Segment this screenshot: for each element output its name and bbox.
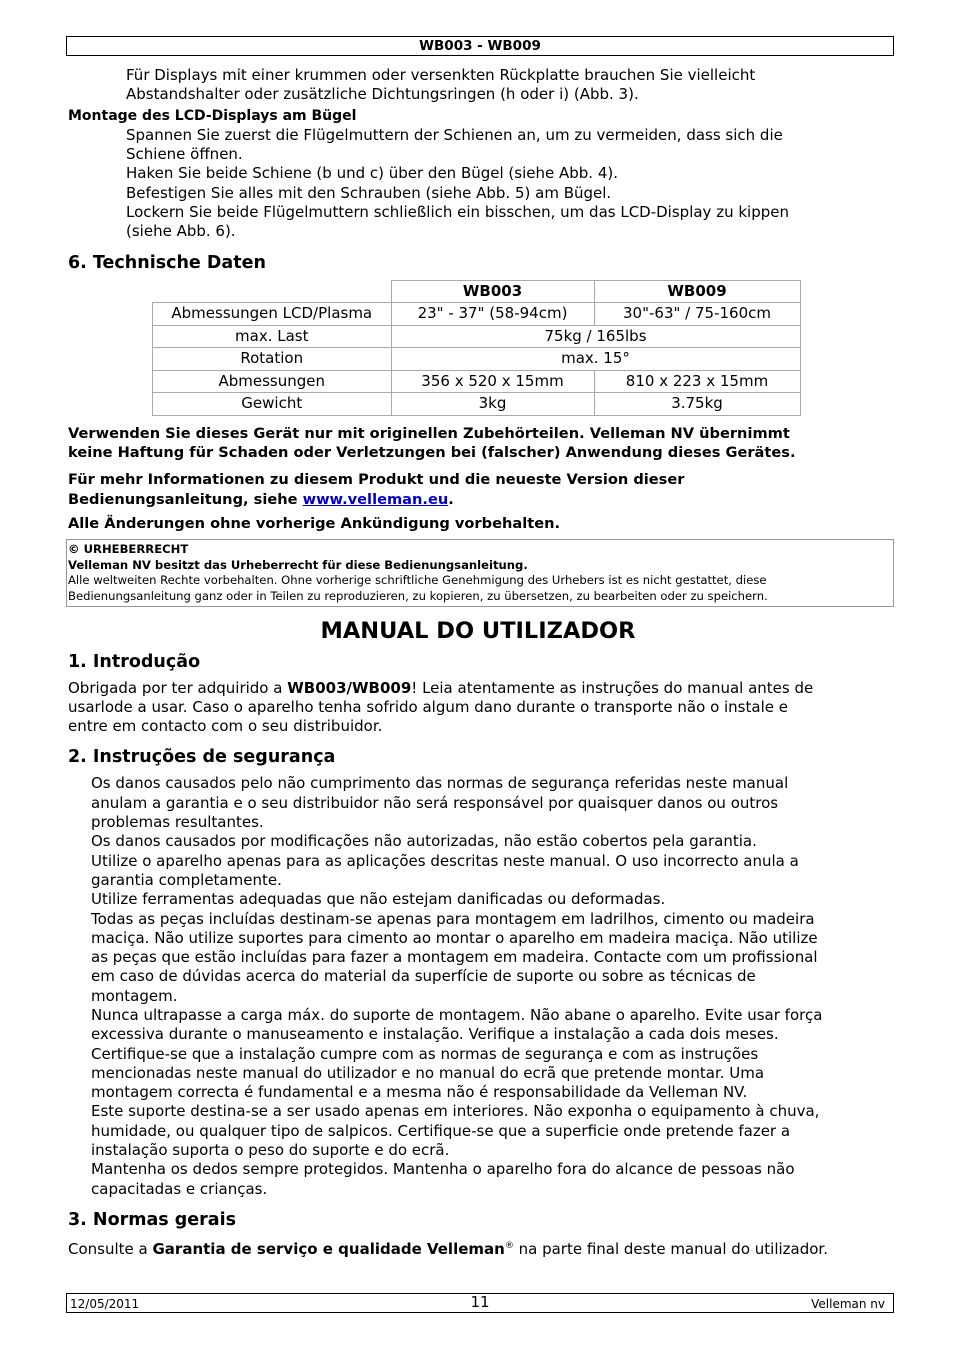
text-line [68, 679, 888, 698]
page-footer [66, 1293, 894, 1313]
safety-instructions [91, 774, 888, 1199]
row-label: Rotation [153, 348, 392, 371]
text-line: usarlode a usar. Caso o aparelho tenha sofrido algum dano durante o transporte não o instale e [68, 697, 788, 716]
text-line: Certifique-se que a instalação cumpre com as normas de segurança e com as instruções [91, 1044, 759, 1063]
mount-heading: Montage des LCD-Displays am Bügel [68, 107, 357, 124]
page-content [68, 66, 888, 1259]
text-line: Haken Sie beide Schiene (b und c) über den Bügel (siehe Abb. 4). [126, 164, 619, 183]
warranty-reference: Garantia de serviço e qualidade Velleman [152, 1239, 505, 1258]
text-span: na parte final deste manual do utilizador. [513, 1239, 828, 1258]
table-row [153, 303, 801, 326]
cell-wb003: 23" - 37" (58-94cm) [391, 303, 594, 326]
text-line: montagem. [91, 986, 178, 1005]
table-row [153, 348, 801, 371]
row-label: max. Last [153, 325, 392, 348]
row-label: Gewicht [153, 393, 392, 416]
text-line: Utilize o aparelho apenas para as aplicações descritas neste manual. O uso incorrecto anula a [91, 851, 799, 870]
table-header-wb009: WB009 [594, 280, 800, 303]
text-line: mencionadas neste manual do utilizador e no manual do ecrã que pretende montar. Uma [91, 1063, 765, 1082]
table-header-row [153, 280, 801, 303]
product-name: WB003/WB009 [287, 678, 412, 697]
spec-table [152, 280, 801, 416]
text-line: Schiene öffnen. [126, 145, 243, 164]
text-line: maciça. Não utilize suportes para cimento ao montar o aparelho em madeira maciça. Não utilize [91, 928, 818, 947]
info-note [68, 470, 888, 509]
text-line: Nunca ultrapasse a carga máx. do suporte de montagem. Não abane o aparelho. Evite usar força [91, 1005, 823, 1024]
text-line: entre em contacto com o seu distribuidor. [68, 717, 383, 736]
cell-merged: max. 15° [391, 348, 800, 371]
registered-mark: ® [504, 1240, 514, 1251]
cell-wb009: 3.75kg [594, 393, 800, 416]
text-line: instalação suporta o peso do suporte e do ecrã. [91, 1141, 450, 1160]
text-line: Este suporte destina-se a ser usado apenas em interiores. Não exponha o equipamento à chuva, [91, 1102, 820, 1121]
text-line: Abstandshalter oder zusätzliche Dichtungsringen (h oder i) (Abb. 3). [126, 85, 639, 104]
spacer-paragraph [126, 66, 888, 105]
text-line: Für mehr Informationen zu diesem Produkt und die neueste Version dieser [68, 471, 685, 489]
text-line: em caso de dúvidas acerca do material da superfície de suporte ou sobre as técnicas de [91, 967, 756, 986]
cell-wb003: 356 x 520 x 15mm [391, 370, 594, 393]
intro-heading: 1. Introdução [68, 651, 201, 672]
tech-data-heading: 6. Technische Daten [68, 252, 266, 273]
text-line: montagem correcta é fundamental e a mesma não é responsabilidade da Velleman NV. [91, 1083, 748, 1102]
text-line: Os danos causados por modificações não autorizadas, não estão cobertos pela garantia. [91, 832, 757, 851]
text-span: Obrigada por ter adquirido a [68, 678, 288, 697]
text-line: humidade, ou qualquer tipo de salpicos. Certifique-se que a superficie onde pretende fazer a [91, 1121, 791, 1140]
copyright-owner: Velleman NV besitzt das Urheberrecht für diese Bedienungsanleitung. [68, 557, 528, 572]
mount-instructions [126, 126, 888, 242]
text-line: Lockern Sie beide Flügelmuttern schließlich ein bisschen, um das LCD-Display zu kippen [126, 203, 789, 222]
table-row [153, 393, 801, 416]
text-line: (siehe Abb. 6). [126, 222, 236, 241]
table-header-wb003: WB003 [391, 280, 594, 303]
copyright-text: Alle weltweiten Rechte vorbehalten. Ohne vorherige schriftliche Genehmigung des Urhebers ist es nicht gestattet, diese [68, 573, 767, 588]
cell-wb003: 3kg [391, 393, 594, 416]
text-line: as peças que estão incluídas para fazer a montagem em madeira. Contacte com um profissional [91, 948, 818, 967]
text-line: problemas resultantes. [91, 813, 264, 832]
text-line: Befestigen Sie alles mit den Schrauben (siehe Abb. 5) am Bügel. [126, 183, 612, 202]
velleman-website-link[interactable]: www.velleman.eu [302, 490, 449, 508]
text-line: anulam a garantia e o seu distribuidor não será responsável por quaisquer danos ou outros [91, 793, 779, 812]
footer-date: 12/05/2011 [70, 1297, 140, 1311]
table-row [153, 325, 801, 348]
text-line: capacitadas e crianças. [91, 1179, 268, 1198]
text-line: Spannen Sie zuerst die Flügelmuttern der Schienen an, um zu vermeiden, dass sich die [126, 125, 783, 144]
page-number: 11 [470, 1293, 490, 1311]
manual-title: MANUAL DO UTILIZADOR [320, 617, 636, 644]
text-span: ! Leia atentamente as instruções do manual antes de [411, 678, 814, 697]
text-line: excessiva durante o manuseamento e instalação. Verifique a instalação a cada dois meses. [91, 1025, 779, 1044]
text-line: Os danos causados pelo não cumprimento das normas de segurança referidas neste manual [91, 774, 789, 793]
text-line: Verwenden Sie dieses Gerät nur mit originellen Zubehörteilen. Velleman NV übernimmt [68, 424, 790, 442]
text-line: Für Displays mit einer krummen oder versenkten Rückplatte brauchen Sie vielleicht [126, 66, 756, 84]
footer-company: Velleman nv [811, 1297, 885, 1311]
text-line: keine Haftung für Schaden oder Verletzungen bei (falscher) Anwendung dieses Gerätes. [68, 443, 796, 461]
row-label: Abmessungen LCD/Plasma [153, 303, 392, 326]
header-title: WB003 - WB009 [419, 38, 541, 54]
text-line [68, 490, 888, 509]
norms-heading: 3. Normas gerais [68, 1209, 237, 1230]
cell-wb009: 810 x 223 x 15mm [594, 370, 800, 393]
table-row [153, 370, 801, 393]
text-span: Consulte a [68, 1239, 153, 1258]
copyright-text: Bedienungsanleitung ganz oder in Teilen zu reproduzieren, zu kopieren, zu übersetzen, zu bearbeiten oder zu speichern. [68, 588, 768, 603]
cell-merged: 75kg / 165lbs [391, 325, 800, 348]
text-span: Bedienungsanleitung, siehe [68, 490, 303, 508]
change-note: Alle Änderungen ohne vorherige Ankündigung vorbehalten. [68, 514, 561, 532]
accessory-note [68, 424, 888, 463]
row-label: Abmessungen [153, 370, 392, 393]
intro-paragraph [68, 679, 888, 737]
copyright-box [66, 539, 894, 606]
text-line: Utilize ferramentas adequadas que não estejam danificadas ou deformadas. [91, 890, 666, 909]
norms-paragraph [68, 1237, 888, 1259]
text-line: Mantenha os dedos sempre protegidos. Mantenha o aparelho fora do alcance de pessoas não [91, 1160, 795, 1179]
cell-wb009: 30"-63" / 75-160cm [594, 303, 800, 326]
page-header [66, 36, 894, 56]
table-corner [153, 280, 392, 303]
safety-heading: 2. Instruções de segurança [68, 747, 336, 768]
text-line: Todas as peças incluídas destinam-se apenas para montagem em ladrilhos, cimento ou madeira [91, 909, 815, 928]
text-span: . [448, 490, 454, 508]
copyright-title: © URHEBERRECHT [68, 542, 189, 557]
text-line: garantia completamente. [91, 870, 282, 889]
